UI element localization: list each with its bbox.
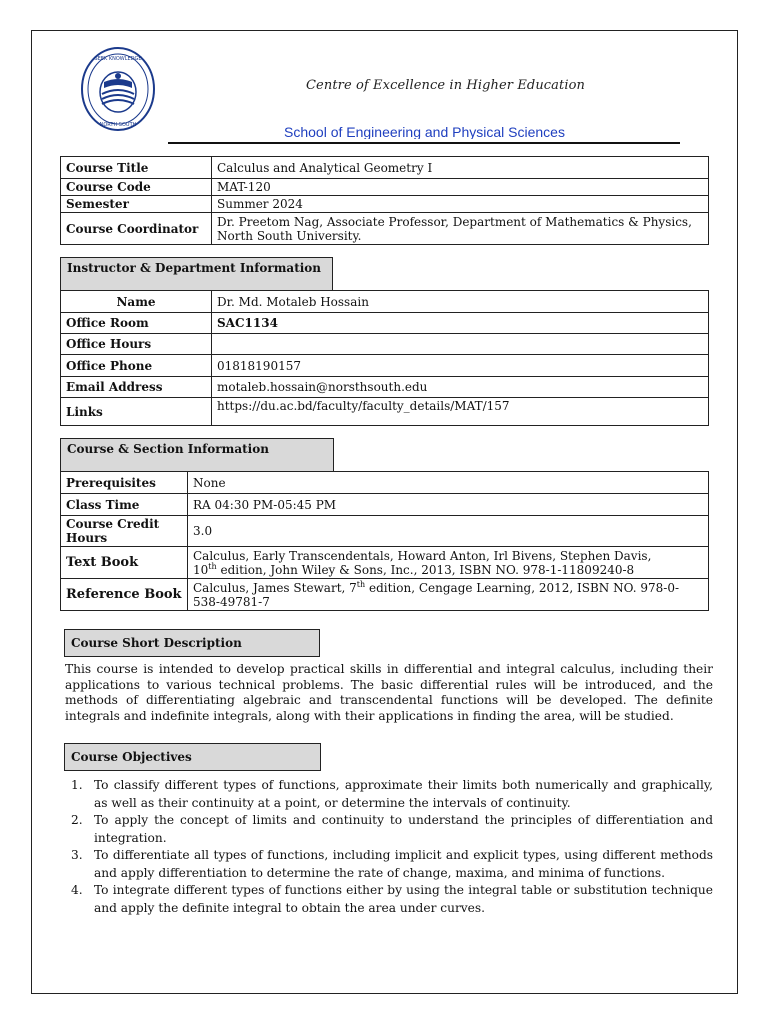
email-label: Email Address <box>61 377 212 398</box>
instructor-heading: Instructor & Department Information <box>60 257 333 291</box>
course-title-label: Course Title <box>61 157 212 179</box>
table-row <box>61 196 709 213</box>
credit-hours-value: 3.0 <box>188 516 709 547</box>
section-info-table <box>60 471 709 611</box>
office-room-value: SAC1134 <box>212 313 709 334</box>
text-book-value: Calculus, Early Transcendentals, Howard Anton, Irl Bivens, Stephen Davis, 10th edition, John Wiley & Sons, Inc., 2013, ISBN NO. 978-1-11809240-8 <box>188 547 709 579</box>
table-row <box>61 472 709 494</box>
table-row <box>61 494 709 516</box>
coordinator-value: Dr. Preetom Nag, Associate Professor, Department of Mathematics & Physics, North South University. <box>212 213 709 245</box>
table-row <box>61 313 709 334</box>
table-row <box>61 579 709 611</box>
objectives-list <box>65 777 713 917</box>
table-row <box>61 398 709 426</box>
university-logo <box>80 46 156 132</box>
links-value: https://du.ac.bd/faculty/faculty_details/MAT/157 <box>212 398 709 426</box>
centre-tagline: Centre of Excellence in Higher Education <box>306 78 586 93</box>
table-row <box>61 291 709 313</box>
list-item: 1. To classify different types of functions, approximate their limits both numerically and graphically, as well as their continuity at a point, or determine the intervals of continuity. <box>71 778 713 810</box>
office-phone-value: 01818190157 <box>212 355 709 377</box>
objectives-heading: Course Objectives <box>64 743 321 771</box>
prerequisites-value: None <box>188 472 709 494</box>
instructor-table <box>60 290 709 426</box>
office-hours-label: Office Hours <box>61 334 212 355</box>
semester-label: Semester <box>61 196 212 213</box>
office-hours-value <box>212 334 709 355</box>
name-label: Name <box>61 291 212 313</box>
table-row <box>61 157 709 179</box>
header-rule <box>168 142 680 144</box>
class-time-label: Class Time <box>61 494 188 516</box>
description-text: This course is intended to develop practical skills in differential and integral calculus, including their applications to various technical problems. The basic differential rules will be introduced, and the methods of differentiating algebraic and transcendental functions will be developed. The definite integrals and indefinite integrals, along with their applications in finding the area, will be studied. <box>65 662 713 723</box>
reference-book-value: Calculus, James Stewart, 7th edition, Cengage Learning, 2012, ISBN NO. 978-0-538-49781-7 <box>188 579 709 611</box>
table-row <box>61 377 709 398</box>
table-row <box>61 334 709 355</box>
list-item: 4. To integrate different types of functions either by using the integral table or substitution technique and apply the definite integral to obtain the area under curves. <box>71 883 713 915</box>
course-info-table <box>60 156 709 245</box>
table-row <box>61 213 709 245</box>
coordinator-label: Course Coordinator <box>61 213 212 245</box>
class-time-value: RA 04:30 PM-05:45 PM <box>188 494 709 516</box>
table-row <box>61 179 709 196</box>
svg-text:NORTH SOUTH: NORTH SOUTH <box>99 122 137 128</box>
prerequisites-label: Prerequisites <box>61 472 188 494</box>
list-item: 2. To apply the concept of limits and continuity to understand the principles of differentiation and integration. <box>71 813 713 845</box>
table-row <box>61 355 709 377</box>
table-row <box>61 516 709 547</box>
text-book-label: Text Book <box>61 547 188 579</box>
section-info-heading: Course & Section Information <box>60 438 334 472</box>
svg-text:SEEK KNOWLEDGE: SEEK KNOWLEDGE <box>94 56 142 62</box>
school-name: School of Engineering and Physical Sciences <box>284 124 565 139</box>
reference-book-label: Reference Book <box>61 579 188 611</box>
office-room-label: Office Room <box>61 313 212 334</box>
course-title-value: Calculus and Analytical Geometry I <box>212 157 709 179</box>
office-phone-label: Office Phone <box>61 355 212 377</box>
email-value: motaleb.hossain@norsthsouth.edu <box>212 377 709 398</box>
credit-hours-label: Course Credit Hours <box>61 516 188 547</box>
name-value: Dr. Md. Motaleb Hossain <box>212 291 709 313</box>
table-row <box>61 547 709 579</box>
course-code-value: MAT-120 <box>212 179 709 196</box>
course-code-label: Course Code <box>61 179 212 196</box>
links-label: Links <box>61 398 212 426</box>
semester-value: Summer 2024 <box>212 196 709 213</box>
list-item: 3. To differentiate all types of functions, including implicit and explicit types, using different methods and apply differentiation to determine the rate of change, maxima, and minima of functions. <box>71 848 713 880</box>
description-heading: Course Short Description <box>64 629 320 657</box>
